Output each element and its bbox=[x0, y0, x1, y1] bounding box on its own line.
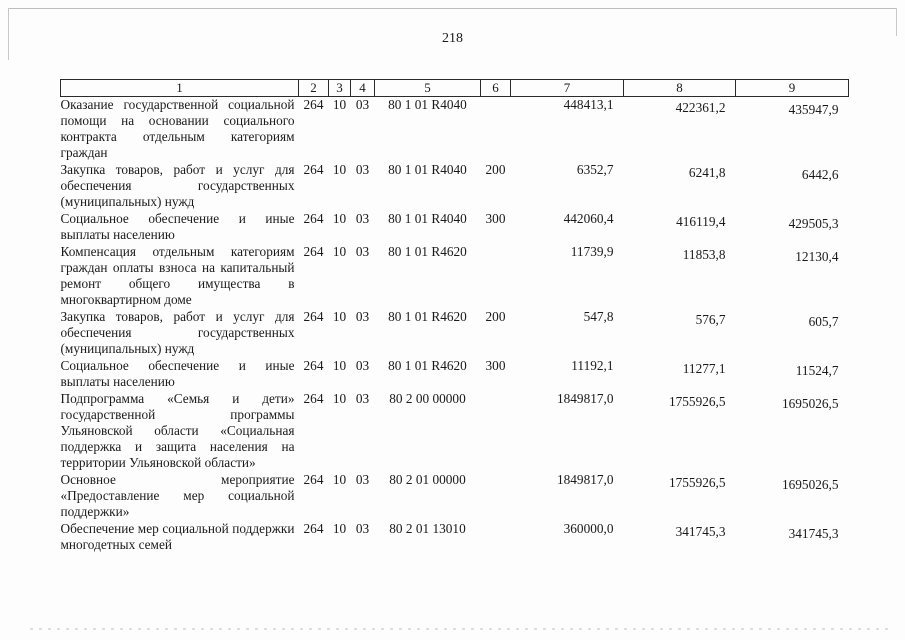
amount-col9-cell: 6442,6 bbox=[801, 167, 839, 182]
table-row bbox=[61, 521, 849, 554]
grbs-code-cell: 264 bbox=[303, 211, 324, 226]
section-code-cell: 10 bbox=[332, 244, 347, 259]
amount-col9-cell: 1695026,5 bbox=[781, 396, 839, 411]
grbs-code-cell: 264 bbox=[303, 521, 324, 536]
section-code-cell: 10 bbox=[332, 521, 347, 536]
amount-col7-cell: 547,8 bbox=[583, 309, 614, 324]
column-header: 4 bbox=[351, 80, 375, 97]
target-article-cell: 80 1 01 R4040 bbox=[388, 211, 467, 226]
column-header: 3 bbox=[329, 80, 351, 97]
column-header: 5 bbox=[375, 80, 481, 97]
expense-type-cell: 300 bbox=[485, 211, 506, 226]
amount-col9-cell: 429505,3 bbox=[788, 216, 839, 231]
expense-type-cell bbox=[481, 97, 511, 163]
amount-col7-cell: 442060,4 bbox=[563, 211, 614, 226]
subsection-code-cell: 03 bbox=[355, 162, 370, 177]
amount-col8-cell: 576,7 bbox=[695, 312, 726, 327]
expense-type-cell: 200 bbox=[485, 309, 506, 324]
subsection-code-cell: 03 bbox=[355, 244, 370, 259]
subsection-code-cell: 03 bbox=[355, 391, 370, 406]
grbs-code-cell: 264 bbox=[303, 358, 324, 373]
expense-type-cell bbox=[481, 472, 511, 521]
row-name-cell: Обеспечение мер социальной поддержки многодетных семей bbox=[60, 521, 295, 552]
subsection-code-cell: 03 bbox=[355, 309, 370, 324]
table-row bbox=[61, 97, 849, 163]
expense-type-cell bbox=[481, 244, 511, 309]
amount-col8-cell: 416119,4 bbox=[676, 214, 726, 229]
section-code-cell: 10 bbox=[332, 358, 347, 373]
column-header: 8 bbox=[624, 80, 736, 97]
section-code-cell: 10 bbox=[332, 391, 347, 406]
column-number-row bbox=[61, 80, 849, 97]
target-article-cell: 80 1 01 R4040 bbox=[388, 97, 467, 112]
section-code-cell: 10 bbox=[332, 309, 347, 324]
amount-col7-cell: 11739,9 bbox=[570, 244, 614, 259]
table-row bbox=[61, 309, 849, 358]
grbs-code-cell: 264 bbox=[303, 309, 324, 324]
amount-col9-cell: 341745,3 bbox=[788, 526, 839, 541]
amount-col9-cell: 12130,4 bbox=[795, 249, 839, 264]
row-name-cell: Закупка товаров, работ и услуг для обеспечения государственных (муниципальных) нужд bbox=[60, 309, 295, 356]
amount-col7-cell: 6352,7 bbox=[576, 162, 614, 177]
amount-col7-cell: 1849817,0 bbox=[556, 391, 614, 406]
scan-border-top bbox=[8, 8, 897, 9]
amount-col9-cell: 11524,7 bbox=[795, 363, 839, 378]
column-header: 9 bbox=[736, 80, 849, 97]
table-row bbox=[61, 211, 849, 244]
row-name-cell: Оказание государственной социальной помощи на основании социального контракта отдельным категориям граждан bbox=[60, 97, 295, 160]
column-header: 2 bbox=[299, 80, 329, 97]
section-code-cell: 10 bbox=[332, 472, 347, 487]
subsection-code-cell: 03 bbox=[355, 358, 370, 373]
section-code-cell: 10 bbox=[332, 211, 347, 226]
target-article-cell: 80 1 01 R4620 bbox=[388, 309, 467, 324]
amount-col8-cell: 422361,2 bbox=[675, 100, 726, 115]
amount-col8-cell: 11277,1 bbox=[682, 361, 726, 376]
target-article-cell: 80 1 01 R4620 bbox=[388, 358, 467, 373]
amount-col9-cell: 435947,9 bbox=[788, 102, 839, 117]
row-name-cell: Социальное обеспечение и иные выплаты населению bbox=[60, 211, 295, 242]
subsection-code-cell: 03 bbox=[355, 472, 370, 487]
amount-col7-cell: 1849817,0 bbox=[556, 472, 614, 487]
target-article-cell: 80 2 01 00000 bbox=[389, 472, 466, 487]
row-name-cell: Социальное обеспечение и иные выплаты населению bbox=[60, 358, 295, 389]
column-header: 6 bbox=[481, 80, 511, 97]
expense-type-cell bbox=[481, 521, 511, 554]
row-name-cell: Закупка товаров, работ и услуг для обеспечения государственных (муниципальных) нужд bbox=[60, 162, 295, 209]
amount-col8-cell: 341745,3 bbox=[675, 524, 726, 539]
target-article-cell: 80 1 01 R4620 bbox=[388, 244, 467, 259]
grbs-code-cell: 264 bbox=[303, 244, 324, 259]
scan-noise bbox=[30, 628, 890, 630]
grbs-code-cell: 264 bbox=[303, 162, 324, 177]
amount-col8-cell: 1755926,5 bbox=[668, 475, 726, 490]
amount-col9-cell: 1695026,5 bbox=[781, 477, 839, 492]
grbs-code-cell: 264 bbox=[303, 97, 324, 112]
section-code-cell: 10 bbox=[332, 97, 347, 112]
table-body bbox=[61, 97, 849, 555]
target-article-cell: 80 2 00 00000 bbox=[389, 391, 466, 406]
table-row bbox=[61, 358, 849, 391]
expense-type-cell: 300 bbox=[485, 358, 506, 373]
amount-col7-cell: 360000,0 bbox=[563, 521, 614, 536]
target-article-cell: 80 2 01 13010 bbox=[389, 521, 466, 536]
subsection-code-cell: 03 bbox=[355, 211, 370, 226]
expense-type-cell: 200 bbox=[485, 162, 506, 177]
subsection-code-cell: 03 bbox=[355, 97, 370, 112]
amount-col7-cell: 11192,1 bbox=[571, 358, 614, 373]
row-name-cell: Подпрограмма «Семья и дети» государственной программы Ульяновской области «Социальная поддержка и защита населения на территории Ульяновской области» bbox=[60, 391, 295, 470]
table-row bbox=[61, 472, 849, 521]
amount-col7-cell: 448413,1 bbox=[563, 97, 614, 112]
table-row bbox=[61, 244, 849, 309]
amount-col9-cell: 605,7 bbox=[808, 314, 839, 329]
section-code-cell: 10 bbox=[332, 162, 347, 177]
table-row bbox=[61, 391, 849, 472]
amount-col8-cell: 6241,8 bbox=[688, 165, 726, 180]
grbs-code-cell: 264 bbox=[303, 472, 324, 487]
amount-col8-cell: 1755926,5 bbox=[668, 394, 726, 409]
row-name-cell: Компенсация отдельным категориям граждан оплаты взноса на капитальный ремонт общего имущества в многоквартирном доме bbox=[60, 244, 295, 307]
subsection-code-cell: 03 bbox=[355, 521, 370, 536]
amount-col8-cell: 11853,8 bbox=[682, 247, 726, 262]
page-number: 218 bbox=[442, 31, 463, 46]
column-header: 1 bbox=[61, 80, 299, 97]
expense-type-cell bbox=[481, 391, 511, 472]
row-name-cell: Основное мероприятие «Предоставление мер социальной поддержки» bbox=[60, 472, 295, 519]
grbs-code-cell: 264 bbox=[303, 391, 324, 406]
budget-table bbox=[60, 79, 849, 554]
target-article-cell: 80 1 01 R4040 bbox=[388, 162, 467, 177]
column-header: 7 bbox=[511, 80, 624, 97]
table-row bbox=[61, 162, 849, 211]
